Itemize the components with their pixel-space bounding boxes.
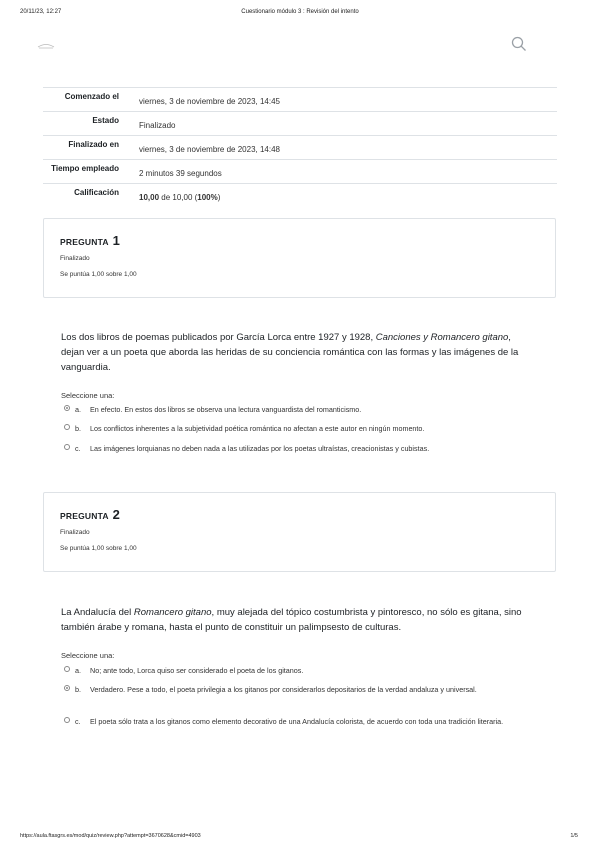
summary-value: 2 minutos 39 segundos	[139, 169, 222, 178]
answer-option[interactable]	[64, 664, 524, 677]
print-date: 20/11/23, 12:27	[20, 9, 62, 15]
question-info-box	[43, 218, 556, 298]
grade-score: 10,00	[139, 193, 160, 203]
question-number: 2	[112, 507, 121, 522]
search-icon[interactable]	[511, 36, 527, 52]
summary-label: Tiempo empleado	[51, 164, 119, 173]
radio-button[interactable]	[64, 405, 70, 411]
summary-row-finished	[43, 136, 557, 160]
option-text: En efecto. En estos dos libros se observa una lectura vanguardista del romanticismo.	[90, 405, 362, 414]
option-letter: b.	[75, 424, 81, 433]
summary-row-time	[43, 160, 557, 184]
question-title	[60, 507, 120, 522]
question-text-part: , dejan ver a un poeta que aborda las heridas de su conciencia romántica con las formas y las imágenes de la vanguardia.	[61, 332, 519, 373]
radio-button[interactable]	[64, 666, 70, 672]
summary-row-grade	[43, 184, 557, 208]
answer-prompt: Seleccione una:	[61, 391, 115, 400]
question-label: PREGUNTA	[60, 237, 109, 247]
answer-option[interactable]	[64, 442, 524, 455]
answer-option[interactable]	[64, 422, 524, 435]
summary-label: Estado	[92, 116, 119, 125]
question-text-part: , muy alejada del tópico costumbrista y pintoresco, no sólo es gitana, sino también árabe y romana, hasta el punto de constituir un palimpsesto de culturas.	[61, 607, 522, 633]
summary-label: Finalizado en	[68, 140, 119, 149]
question-grade: Se puntúa 1,00 sobre 1,00	[60, 271, 137, 278]
answer-option[interactable]	[64, 683, 524, 696]
option-text: Las imágenes lorquianas no deben nada a las utilizadas por los poetas ultraístas, creacionistas y cubistas.	[90, 444, 430, 453]
print-url: https://aula.ftasgrs.es/mod/quiz/review.php?attempt=3670628&cmid=4903	[20, 833, 201, 839]
summary-label: Comenzado el	[64, 92, 119, 101]
option-text: Los conflictos inherentes a la subjetividad poética romántica no afectan a este autor en ningún momento.	[90, 424, 425, 433]
question-info-box	[43, 492, 556, 572]
grade-total: de 10,00 (	[159, 193, 198, 203]
question-state: Finalizado	[60, 255, 90, 262]
question-grade: Se puntúa 1,00 sobre 1,00	[60, 545, 137, 552]
radio-button[interactable]	[64, 685, 70, 691]
grade-close: )	[217, 193, 221, 203]
summary-value: viernes, 3 de noviembre de 2023, 14:48	[139, 145, 280, 154]
answer-option[interactable]	[64, 403, 524, 416]
option-text: No; ante todo, Lorca quiso ser considerado el poeta de los gitanos.	[90, 666, 304, 675]
answer-prompt: Seleccione una:	[61, 651, 115, 660]
option-letter: a.	[75, 405, 81, 414]
question-number: 1	[112, 233, 121, 248]
summary-value: Finalizado	[139, 121, 176, 130]
question-text-emphasis: Romancero gitano	[133, 607, 212, 618]
site-logo[interactable]	[36, 40, 56, 50]
question-state: Finalizado	[60, 529, 90, 536]
radio-button[interactable]	[64, 717, 70, 723]
option-letter: b.	[75, 685, 81, 694]
print-page-title: Cuestionario módulo 3 : Revisión del intento	[241, 9, 359, 15]
question-text-part: Los dos libros de poemas publicados por García Lorca entre 1927 y 1928,	[61, 332, 376, 343]
question-text	[61, 605, 531, 635]
option-letter: c.	[75, 717, 81, 726]
summary-value	[129, 184, 557, 208]
question-text-emphasis: Canciones y Romancero gitano	[375, 332, 509, 343]
option-letter: c.	[75, 444, 81, 453]
print-page-number: 1/5	[570, 833, 578, 839]
summary-label: Calificación	[74, 188, 119, 197]
option-letter: a.	[75, 666, 81, 675]
radio-button[interactable]	[64, 424, 70, 430]
answer-option[interactable]	[64, 715, 524, 728]
question-title	[60, 233, 120, 248]
question-label: PREGUNTA	[60, 511, 109, 521]
summary-row-state	[43, 112, 557, 136]
option-text: Verdadero. Pese a todo, el poeta privilegia a los gitanos por considerarlos depositarios de la verdad andaluza y universal.	[90, 685, 477, 694]
attempt-summary-table	[43, 87, 557, 208]
question-text	[61, 330, 531, 375]
radio-button[interactable]	[64, 444, 70, 450]
grade-percent: 100%	[197, 193, 218, 203]
summary-value: viernes, 3 de noviembre de 2023, 14:45	[139, 97, 280, 106]
summary-row-started	[43, 88, 557, 112]
option-text: El poeta sólo trata a los gitanos como elemento decorativo de una Andalucía colorista, de acuerdo con toda una tradición literaria.	[90, 717, 504, 726]
question-text-part: La Andalucía del	[61, 607, 134, 618]
